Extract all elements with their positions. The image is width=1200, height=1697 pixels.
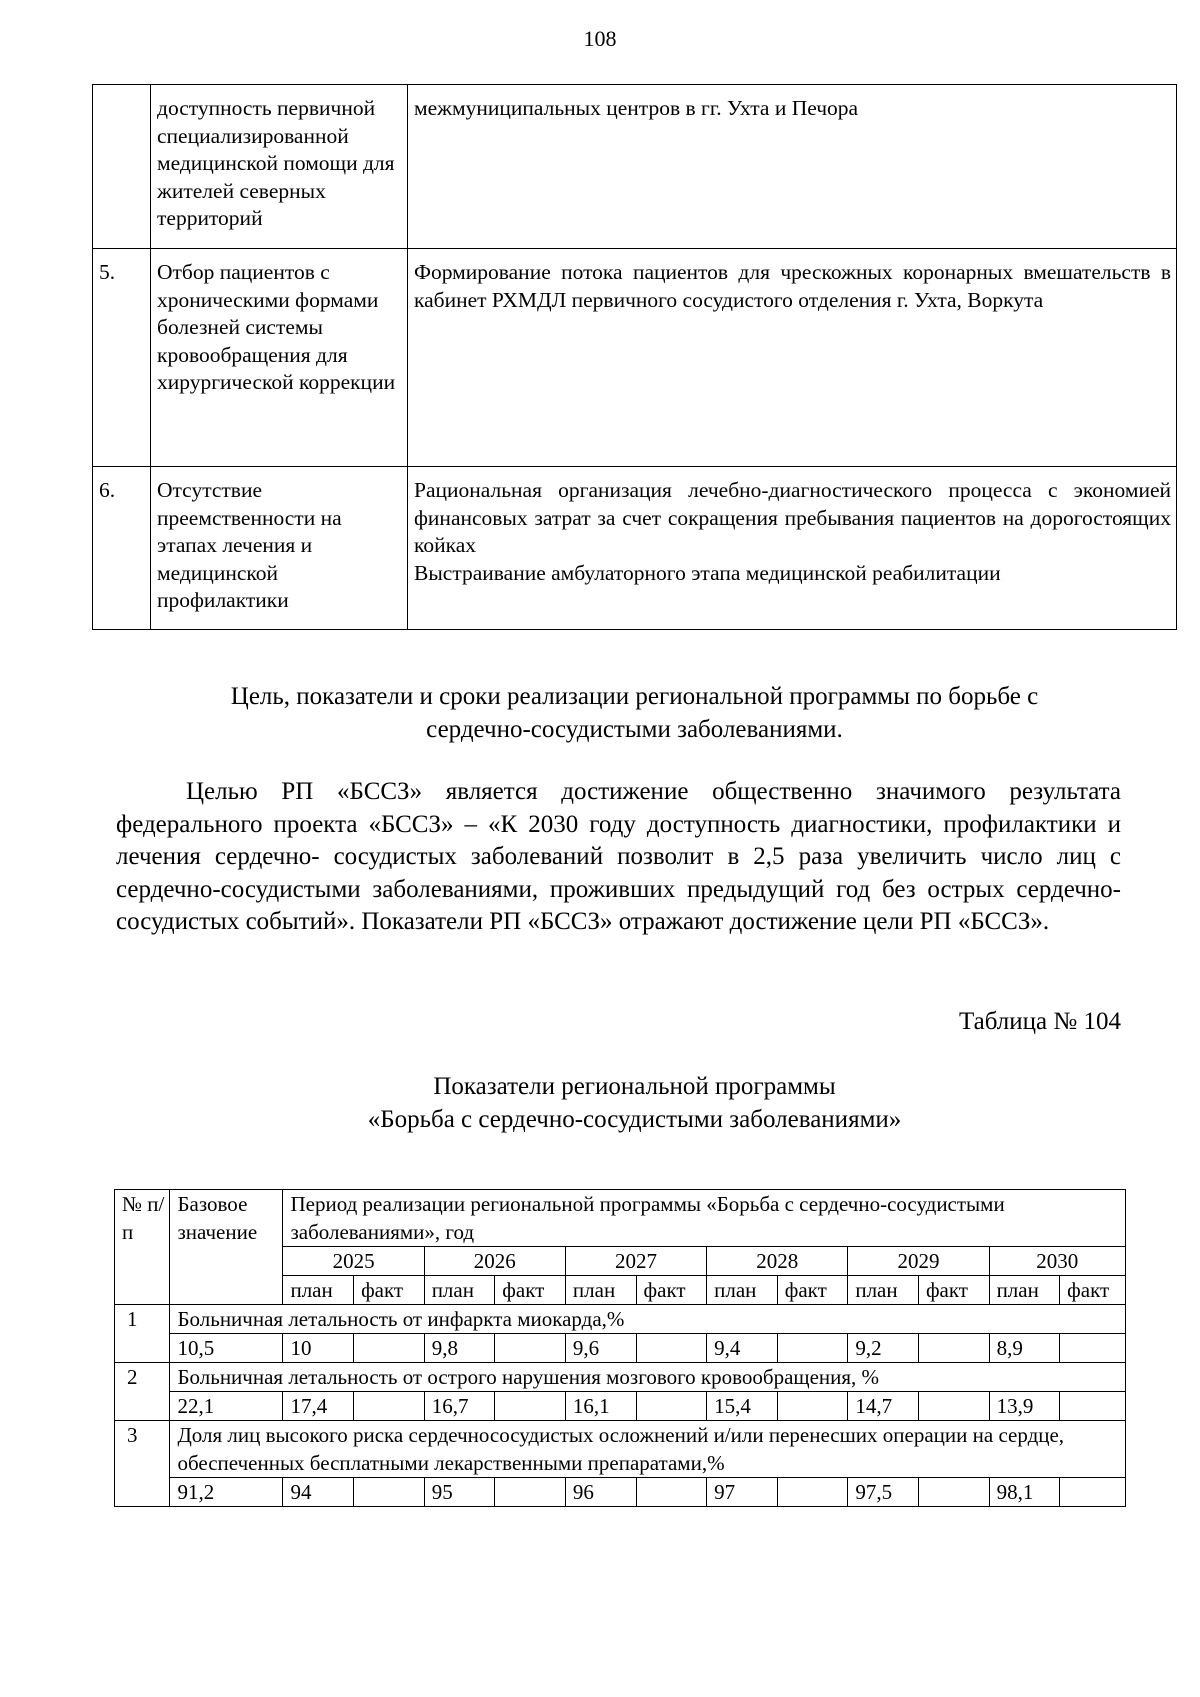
- fact-value: [636, 1334, 707, 1363]
- indicator-name-row: [115, 1421, 1126, 1478]
- plan-value: 16,1: [565, 1392, 636, 1421]
- measures-cell: межмуниципальных центров в гг. Ухта и Печора: [408, 85, 1177, 249]
- plan-header: план: [565, 1276, 636, 1305]
- table-title: Показатели региональной программы «Борьба с сердечно-сосудистыми заболеваниями»: [367, 1073, 902, 1133]
- base-value: 10,5: [170, 1334, 283, 1363]
- row-number: 5.: [93, 249, 151, 467]
- plan-value: 9,6: [565, 1334, 636, 1363]
- table-row: [93, 467, 1177, 630]
- fact-header: факт: [636, 1276, 707, 1305]
- plan-value: 9,8: [424, 1334, 495, 1363]
- plan-value: 16,7: [424, 1392, 495, 1421]
- measures-cell: Рациональная организация лечебно-диагностического процесса с экономией финансовых затрат за счет сокращения пребывания пациентов на дорогостоящих койках Выстраивание амбулаторного этапа медицинской реабилитации: [408, 467, 1177, 630]
- fact-value: [1060, 1334, 1126, 1363]
- fact-value: [918, 1392, 989, 1421]
- plan-value: 94: [283, 1478, 354, 1507]
- fact-value: [918, 1334, 989, 1363]
- base-value: 91,2: [170, 1478, 283, 1507]
- row-number: 6.: [93, 467, 151, 630]
- indicators-table: [114, 1189, 1126, 1507]
- table-label: Таблица № 104: [958, 1008, 1121, 1035]
- problem-cell: Отбор пациентов с хроническими формами болезней системы кровообращения для хирургической коррекции: [151, 249, 408, 467]
- fact-value: [495, 1392, 566, 1421]
- year-header: 2030: [989, 1247, 1125, 1276]
- year-header: 2028: [707, 1247, 848, 1276]
- plan-header: план: [424, 1276, 495, 1305]
- fact-value: [354, 1334, 425, 1363]
- indicator-name: Больничная летальность от инфаркта миокарда,%: [170, 1305, 1126, 1334]
- fact-value: [1060, 1478, 1126, 1507]
- section-title: Цель, показатели и сроки реализации региональной программы по борьбе с сердечно-сосудистыми заболеваниями.: [230, 683, 1039, 743]
- plan-value: 15,4: [707, 1392, 778, 1421]
- indicator-number: 2: [115, 1363, 170, 1421]
- fact-header: факт: [777, 1276, 848, 1305]
- plan-header: план: [989, 1276, 1060, 1305]
- plan-header: план: [848, 1276, 919, 1305]
- fact-value: [636, 1392, 707, 1421]
- header-row: [115, 1190, 1126, 1247]
- fact-value: [495, 1478, 566, 1507]
- table-row: [93, 249, 1177, 467]
- indicator-values-row: [115, 1334, 1126, 1363]
- page-number: 108: [583, 26, 617, 51]
- indicator-number: 3: [115, 1421, 170, 1507]
- measures-cell: Формирование потока пациентов для чрескожных коронарных вмешательств в кабинет РХМДЛ первичного сосудистого отделения г. Ухта, Воркута: [408, 249, 1177, 467]
- goal-paragraph: Целью РП «БССЗ» является достижение общественно значимого результата федерального проекта «БССЗ» – «К 2030 году доступность диагностики, профилактики и лечения сердечно- сосудистых заболеваний позволит в 2,5 раза увеличить число лиц с сердечно-сосудистыми заболеваниями, проживших предыдущий год без острых сердечно-сосудистых событий». Показатели РП «БССЗ» отражают достижение цели РП «БССЗ».: [116, 778, 1121, 935]
- problem-cell: доступность первичной специализированной медицинской помощи для жителей северных территорий: [151, 85, 408, 249]
- fact-value: [354, 1392, 425, 1421]
- year-header: 2025: [283, 1247, 424, 1276]
- plan-value: 98,1: [989, 1478, 1060, 1507]
- indicator-name: Доля лиц высокого риска сердечнососудистых осложнений и/или перенесших операции на сердце, обеспеченных бесплатными лекарственными препаратами,%: [170, 1421, 1126, 1478]
- plan-value: 95: [424, 1478, 495, 1507]
- fact-value: [1060, 1392, 1126, 1421]
- fact-header: факт: [1060, 1276, 1126, 1305]
- header-num: № п/п: [115, 1190, 170, 1305]
- indicator-name: Больничная летальность от острого нарушения мозгового кровообращения, %: [170, 1363, 1126, 1392]
- indicator-values-row: [115, 1392, 1126, 1421]
- fact-value: [354, 1478, 425, 1507]
- fact-value: [777, 1334, 848, 1363]
- plan-value: 17,4: [283, 1392, 354, 1421]
- year-header: 2026: [424, 1247, 565, 1276]
- fact-header: факт: [918, 1276, 989, 1305]
- fact-value: [495, 1334, 566, 1363]
- year-header: 2029: [848, 1247, 989, 1276]
- plan-header: план: [707, 1276, 778, 1305]
- indicator-values-row: [115, 1478, 1126, 1507]
- base-value: 22,1: [170, 1392, 283, 1421]
- fact-header: факт: [354, 1276, 425, 1305]
- fact-header: факт: [495, 1276, 566, 1305]
- plan-header: план: [283, 1276, 354, 1305]
- row-number: [93, 85, 151, 249]
- plan-value: 14,7: [848, 1392, 919, 1421]
- fact-value: [636, 1478, 707, 1507]
- plan-value: 97: [707, 1478, 778, 1507]
- plan-value: 97,5: [848, 1478, 919, 1507]
- header-period: Период реализации региональной программы «Борьба с сердечно-сосудистыми заболеваниями», год: [283, 1190, 1126, 1247]
- plan-value: 9,2: [848, 1334, 919, 1363]
- problem-cell: Отсутствие преемственности на этапах лечения и медицинской профилактики: [151, 467, 408, 630]
- fact-value: [918, 1478, 989, 1507]
- plan-value: 8,9: [989, 1334, 1060, 1363]
- table-row: [93, 85, 1177, 249]
- plan-value: 10: [283, 1334, 354, 1363]
- plan-value: 9,4: [707, 1334, 778, 1363]
- plan-value: 96: [565, 1478, 636, 1507]
- indicator-number: 1: [115, 1305, 170, 1363]
- header-base: Базовое значение: [170, 1190, 283, 1305]
- indicator-name-row: [115, 1363, 1126, 1392]
- fact-value: [777, 1478, 848, 1507]
- indicator-name-row: [115, 1305, 1126, 1334]
- plan-value: 13,9: [989, 1392, 1060, 1421]
- year-header: 2027: [565, 1247, 706, 1276]
- fact-value: [777, 1392, 848, 1421]
- measures-table: [92, 84, 1177, 630]
